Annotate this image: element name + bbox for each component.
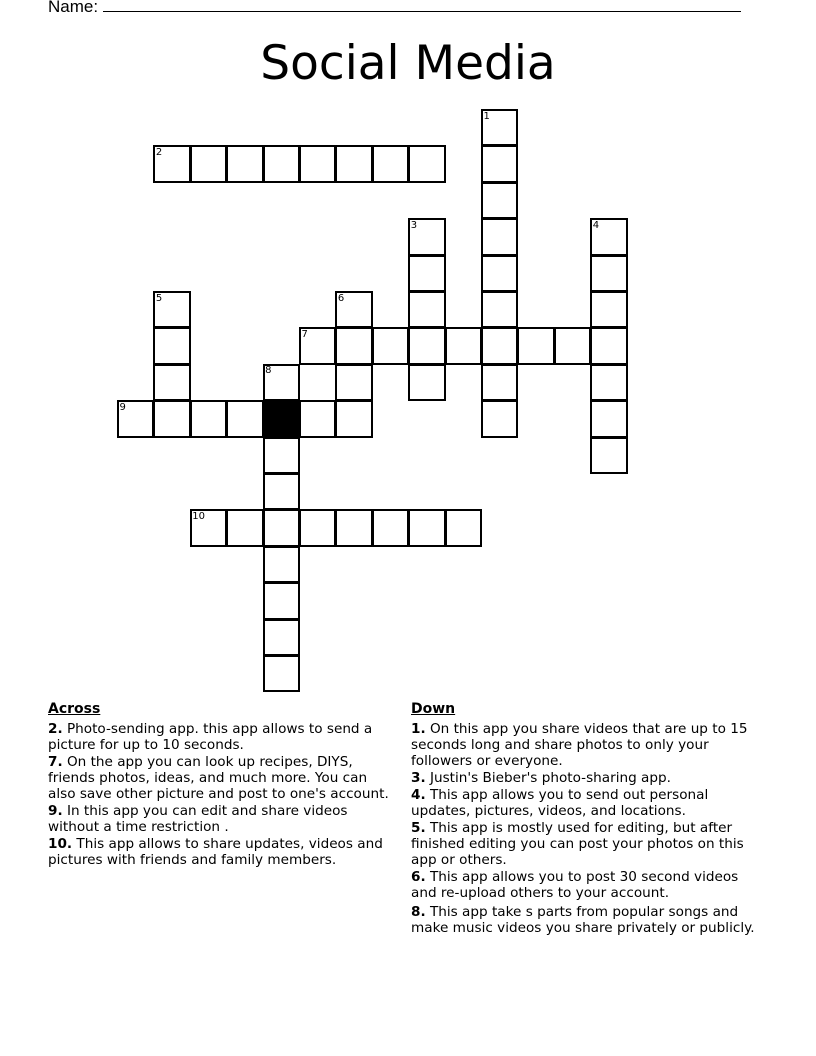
clue-number: 4.: [411, 787, 426, 803]
grid-cell[interactable]: [408, 291, 445, 328]
grid-cell[interactable]: [299, 400, 336, 437]
grid-cell[interactable]: [481, 218, 518, 255]
clue-number-label: 6: [337, 292, 345, 304]
name-label: Name:: [48, 0, 99, 16]
clue-down-4: [411, 787, 761, 819]
clue-number-label: 10: [192, 510, 206, 522]
clue-number-label: 8: [265, 365, 272, 377]
grid-cell[interactable]: [153, 327, 190, 364]
clue-number-label: 3: [410, 219, 418, 231]
grid-cell[interactable]: [335, 327, 372, 364]
grid-cell[interactable]: [372, 327, 409, 364]
grid-cell[interactable]: [590, 400, 627, 437]
clue-across-7: [48, 754, 396, 802]
grid-cell[interactable]: [408, 509, 445, 546]
clue-number-label: 2: [155, 146, 163, 158]
grid-cell[interactable]: [372, 509, 409, 546]
grid-cell[interactable]: [481, 400, 518, 437]
clue-text: Photo-sending app. this app allows to send a picture for up to 10 seconds.: [48, 721, 373, 753]
clue-number: 5.: [411, 820, 426, 836]
grid-cell[interactable]: [590, 437, 627, 474]
grid-cell[interactable]: [517, 327, 554, 364]
clue-number: 1.: [411, 721, 426, 737]
clue-number: 2.: [48, 721, 63, 737]
grid-cell[interactable]: [445, 509, 482, 546]
grid-cell[interactable]: [299, 509, 336, 546]
grid-cell[interactable]: [481, 145, 518, 182]
grid-cell[interactable]: [481, 291, 518, 328]
clue-number: 3.: [411, 770, 426, 786]
clue-text: Justin's Bieber's photo-sharing app.: [429, 770, 671, 786]
clue-number: 9.: [48, 803, 63, 819]
clue-down-8: [411, 904, 761, 936]
clue-number-label: 7: [301, 328, 308, 340]
clue-number-label: 4: [592, 219, 600, 231]
grid-cell[interactable]: [408, 327, 445, 364]
grid-cell[interactable]: [263, 145, 300, 182]
grid-cell[interactable]: [335, 400, 372, 437]
grid-cell[interactable]: [408, 145, 445, 182]
clue-down-3: [411, 770, 761, 786]
grid-cell[interactable]: [335, 145, 372, 182]
grid-cell[interactable]: [226, 509, 263, 546]
clue-text: This app take s parts from popular songs and make music videos you share privately or publicly.: [411, 904, 755, 936]
clue-text: This app is mostly used for editing, but after finished editing you can post your photos on this app or others.: [411, 820, 744, 868]
down-clues: [411, 701, 761, 937]
clue-text: On this app you share videos that are up to 15 seconds long and share photos to only your followers or everyone.: [411, 721, 748, 769]
grid-cell[interactable]: [226, 145, 263, 182]
grid-cell[interactable]: [408, 255, 445, 292]
grid-cell[interactable]: [226, 400, 263, 437]
page-title: Social Media: [260, 36, 556, 91]
clue-number: 6.: [411, 869, 426, 885]
grid-cell[interactable]: [590, 255, 627, 292]
clue-down-5: [411, 820, 761, 868]
clue-across-9: [48, 803, 396, 835]
clue-text: This app allows to share updates, videos and pictures with friends and family members.: [48, 836, 383, 868]
grid-cell[interactable]: [263, 437, 300, 474]
grid-cell[interactable]: [299, 145, 336, 182]
grid-cell[interactable]: [190, 145, 227, 182]
grid-cell[interactable]: [408, 364, 445, 401]
grid-cell[interactable]: [481, 327, 518, 364]
grid-cell[interactable]: [335, 364, 372, 401]
grid-cell[interactable]: [263, 509, 300, 546]
clue-text: In this app you can edit and share videos without a time restriction .: [48, 803, 348, 835]
grid-cell[interactable]: [263, 546, 300, 583]
clue-text: This app allows you to post 30 second videos and re-upload others to your account.: [411, 869, 739, 901]
clue-number-label: 9: [119, 401, 126, 413]
grid-cell[interactable]: [372, 145, 409, 182]
clue-across-2: [48, 721, 396, 753]
grid-cell[interactable]: [263, 619, 300, 656]
grid-cell[interactable]: [590, 327, 627, 364]
clue-down-6: [411, 869, 761, 901]
black-cell: [263, 400, 300, 437]
grid-cell[interactable]: [263, 473, 300, 510]
grid-cell[interactable]: [335, 509, 372, 546]
across-clues: [48, 701, 396, 869]
clue-across-10: [48, 836, 396, 868]
clue-text: On the app you can look up recipes, DIYS, friends photos, ideas, and much more. You can also save other picture and post to one's account.: [48, 754, 389, 802]
clue-number: 8.: [411, 904, 426, 920]
grid-cell[interactable]: [481, 255, 518, 292]
down-heading: Down: [411, 701, 456, 717]
grid-cell[interactable]: [481, 182, 518, 219]
clue-number-label: 1: [483, 110, 490, 122]
clue-number: 10.: [48, 836, 73, 852]
grid-cell[interactable]: [153, 400, 190, 437]
across-heading: Across: [48, 701, 101, 717]
grid-cell[interactable]: [554, 327, 591, 364]
clue-down-1: [411, 721, 761, 769]
grid-cell[interactable]: [263, 582, 300, 619]
grid-cell[interactable]: [153, 364, 190, 401]
grid-cell[interactable]: [190, 400, 227, 437]
grid-cell[interactable]: [590, 364, 627, 401]
grid-cell[interactable]: [263, 655, 300, 692]
clue-number: 7.: [48, 754, 63, 770]
grid-cell[interactable]: [445, 327, 482, 364]
clue-number-label: 5: [155, 292, 163, 304]
grid-cell[interactable]: [590, 291, 627, 328]
clue-text: This app allows you to send out personal updates, pictures, videos, and locations.: [411, 787, 709, 819]
grid-cell[interactable]: [481, 364, 518, 401]
